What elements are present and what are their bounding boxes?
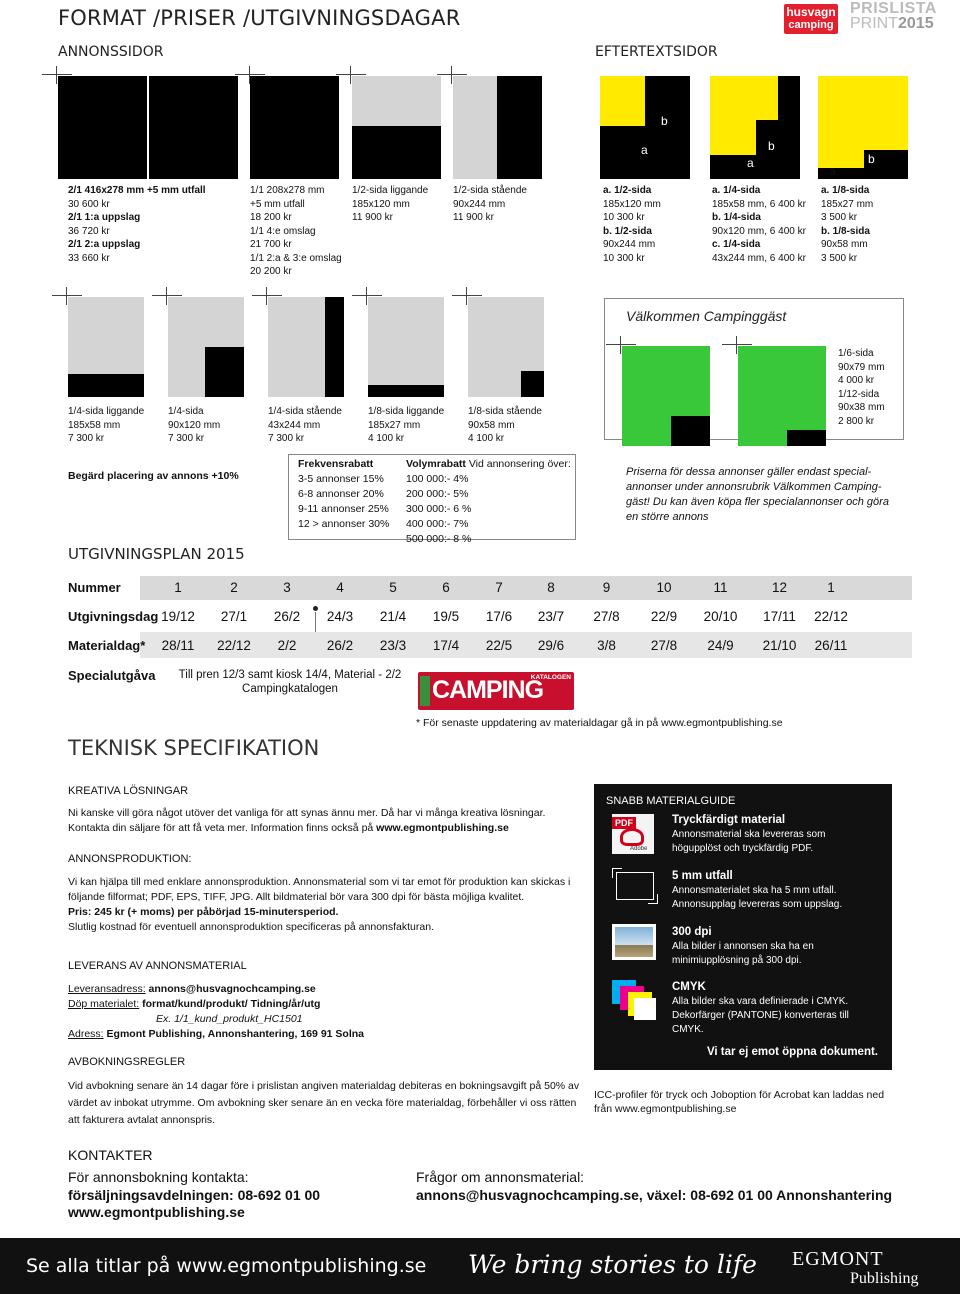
rabatt-line: 400 000:- 7% — [406, 518, 469, 530]
special-label: Specialutgåva — [68, 668, 156, 683]
material-cell: 28/11 — [161, 638, 195, 653]
avbokning-line: Vid avbokning senare än 14 dagar före i prislistan angiven materialdag debiteras en bokningsavgift på 50% av — [68, 1080, 580, 1092]
bleed-icon — [612, 868, 658, 904]
dop-example: Ex. 1/1_kund_produkt_HC1501 — [156, 1013, 303, 1025]
letter-a: a — [829, 164, 836, 178]
camping-logo-sub: KATALOGEN — [530, 674, 571, 681]
adress-value: Egmont Publishing, Annonshantering, 169 91 Solna — [103, 1028, 364, 1040]
volym-title: Volymrabatt — [406, 458, 466, 470]
spec-line: 185x27 mm — [821, 198, 874, 210]
nummer-cells — [150, 580, 851, 595]
nummer-cell: 4 — [336, 580, 344, 595]
spec-line: 7 300 kr — [68, 433, 105, 444]
kreativa-heading: KREATIVA LÖSNINGAR — [68, 785, 189, 797]
spec-eftertext-half — [603, 184, 703, 265]
utgivning-cell: 26/2 — [273, 609, 301, 624]
guide-item-title: 300 dpi — [672, 926, 712, 938]
utgivning-cell: 22/12 — [814, 609, 848, 624]
spec-line: 18 200 kr — [250, 212, 292, 223]
nummer-cell: 10 — [656, 580, 672, 595]
husvagn-camping-logo — [784, 4, 838, 34]
special-text-1: Till pren 12/3 samt kiosk 14/4, Material - 2/2 — [178, 669, 402, 681]
spec-line: 43x244 mm, 6 400 kr — [712, 252, 806, 264]
spec-eighth-staende — [468, 405, 568, 446]
dop-label: Döp materialet: — [68, 998, 140, 1010]
spec-line: 4 100 kr — [368, 433, 405, 444]
nummer-cell: 3 — [283, 580, 291, 595]
spec-line: 10 300 kr — [603, 252, 645, 264]
letter-a: a — [747, 156, 754, 170]
spec-line: 185x120 mm — [603, 198, 661, 210]
spec-line: 1/1 2:a & 3:e omslag — [250, 252, 342, 264]
kontakt-line: För annonsbokning kontakta: — [68, 1169, 249, 1185]
spec-line: 2 800 kr — [838, 415, 875, 427]
spec-line: 33 660 kr — [68, 252, 110, 264]
spec-line: 90x120 mm — [168, 419, 221, 431]
spec-line: b. 1/8-sida — [821, 225, 870, 237]
brand-line1: husvagn — [786, 5, 836, 19]
footnote: * För senaste uppdatering av materialdagar gå in på www.egmontpublishing.se — [416, 717, 783, 729]
leverans-text — [68, 982, 588, 1042]
print-label: PRINT — [850, 15, 898, 32]
quarter-shape — [205, 347, 244, 397]
guide-heading: SNABB MATERIALGUIDE — [606, 795, 736, 807]
spec-line: 90x120 mm, 6 400 kr — [712, 225, 806, 237]
spec-quarter — [168, 405, 258, 446]
guide-item-title: Tryckfärdigt material — [672, 814, 786, 826]
prod-line: Vi kan hjälpa till med enklare annonsproduktion. Annonsmaterial som vi tar emot för produktion kan skickas i — [68, 876, 571, 888]
guide-item-title: 5 mm utfall — [672, 870, 733, 882]
spec-line: c. 1/4-sida — [712, 239, 761, 250]
kontakt-left — [68, 1169, 320, 1222]
material-cell: 27/8 — [650, 638, 678, 653]
special-text — [170, 668, 410, 696]
spec-line: 7 300 kr — [268, 433, 305, 444]
spec-line: b. 1/2-sida — [603, 225, 652, 237]
eftertext-half-a — [600, 126, 645, 179]
quarter-staende-shape — [325, 297, 344, 397]
spec-half-staende — [453, 184, 553, 225]
letter-b: b — [661, 114, 668, 128]
guide-item-text — [672, 884, 842, 912]
cmyk-icon — [612, 980, 658, 1022]
rabatt-line: 9-11 annonser 25% — [298, 503, 389, 515]
kontakt-website[interactable]: www.egmontpublishing.se — [68, 1204, 245, 1220]
footer-link[interactable]: Se alla titlar på www.egmontpublishing.se — [26, 1255, 427, 1277]
utgivning-cell: 21/4 — [379, 609, 407, 624]
materialguide-panel — [594, 784, 892, 1070]
material-cell: 26/2 — [326, 638, 354, 653]
spec-line: 90x79 mm — [838, 361, 885, 373]
rabatt-line: 12 > annonser 30% — [298, 518, 390, 530]
spec-quarter-liggande — [68, 405, 168, 446]
footer-slogan: We bring stories to life — [468, 1250, 757, 1279]
material-cell: 23/3 — [379, 638, 407, 653]
spec-line: 3 500 kr — [821, 212, 858, 223]
spec-line: 90x58 mm — [468, 419, 515, 431]
spec-line: 4 000 kr — [838, 375, 875, 386]
nummer-cell: 7 — [495, 580, 503, 595]
spec-line: 185x120 mm — [352, 198, 410, 210]
kontakt-phone[interactable]: försäljningsavdelningen: 08-692 01 00 — [68, 1186, 321, 1203]
spec-line: 185x58 mm, 6 400 kr — [712, 198, 806, 210]
material-cell: 22/5 — [485, 638, 513, 653]
rabatt-line: 6-8 annonser 20% — [298, 488, 384, 500]
material-cell: 26/11 — [814, 638, 848, 653]
pdf-icon — [612, 814, 654, 854]
rabatt-line: 500 000:- 8 % — [406, 533, 472, 545]
eighth-liggande-bg — [368, 297, 444, 397]
spec-line: 21 700 kr — [250, 239, 292, 250]
material-label: Materialdag* — [68, 638, 146, 653]
utgivning-cell: 19/12 — [161, 609, 195, 624]
kontakter-heading: KONTAKTER — [68, 1147, 153, 1163]
leverans-heading: LEVERANS AV ANNONSMATERIAL — [68, 960, 247, 972]
valkommen-note: Priserna för dessa annonser gäller endast special-annonser under annonsrubrik Välkommen Camping-gäst! Du kan även köpa fler specialannonser och göra en större annons — [626, 466, 889, 523]
nummer-cell: 11 — [713, 580, 728, 595]
year-label: 2015 — [898, 15, 934, 32]
frekvensrabatt — [298, 457, 403, 532]
guide-item-title: CMYK — [672, 981, 706, 993]
print-year — [850, 15, 934, 33]
avbokning-line: värdet av inbokat utrymme. Om avbokning sker senare än en vecka före materialdag, förbehåller vi oss rätten — [68, 1097, 577, 1109]
prislista-label: PRISLISTA — [850, 0, 937, 17]
utgivning-cell: 20/10 — [703, 609, 738, 624]
leverans-label: Leveransadress: — [68, 983, 146, 995]
guide-line: Alla bilder ska vara definierade i CMYK. — [672, 996, 849, 1007]
utgivning-cell: 22/9 — [650, 609, 678, 624]
kreativa-text — [68, 806, 588, 836]
spec-quarter-staende — [268, 405, 368, 446]
dop-value: format/kund/produkt/ Tidning/år/utg — [139, 998, 321, 1010]
avbokning-line: att fakturera avtalat annonspris. — [68, 1114, 216, 1126]
utgivning-cell: 17/11 — [763, 609, 796, 624]
camping-logo-text: CAMPING — [432, 676, 544, 704]
eighth-liggande-shape — [368, 385, 444, 397]
spec-line: 1/8-sida stående — [468, 406, 542, 417]
material-cell: 3/8 — [597, 638, 616, 653]
guide-line: minimiupplösning på 300 dpi. — [672, 955, 802, 966]
full-page-shape — [250, 76, 339, 179]
rabatt-line: 300 000:- 6 % — [406, 503, 472, 515]
adobe-label: Adobe — [630, 846, 648, 852]
valkommen-spec — [838, 347, 904, 428]
rabatt-line: 3-5 annonser 15% — [298, 473, 384, 485]
quarter-liggande-shape — [68, 374, 144, 397]
spec-line: +5 mm utfall — [250, 198, 305, 210]
page-title: FORMAT /PRISER /UTGIVNINGSDAGAR — [58, 6, 461, 30]
guide-line: Annonsupplag levereras som uppslag. — [672, 899, 843, 910]
half-page-liggande-shape — [352, 126, 441, 179]
spec-line: 43x244 mm — [268, 419, 321, 431]
material-cells — [150, 638, 851, 653]
teknisk-heading: TEKNISK SPECIFIKATION — [68, 736, 320, 760]
camping-logo-tree — [420, 676, 430, 706]
spec-line: 1/2-sida liggande — [352, 185, 429, 196]
kreativa-line: Kontakta din säljare för att få veta mer. Information finns också på — [68, 822, 377, 834]
spec-eftertext-quarter — [712, 184, 820, 265]
kontakt-line: Frågor om annonsmaterial: — [416, 1169, 585, 1185]
kreativa-line: Ni kanske vill göra något utöver det vanliga för att synas ännu mer. Då har vi många kreativa lösningar. — [68, 807, 546, 819]
eftertext-quarter-c — [778, 76, 800, 179]
spec-line: 1/12-sida — [838, 388, 880, 400]
utgivning-label: Utgivningsdag — [68, 609, 159, 624]
spec-line: a. 1/8-sida — [821, 185, 870, 196]
utgivning-cell: 17/6 — [485, 609, 513, 624]
spec-line: b. 1/4-sida — [712, 212, 761, 223]
guide-line: Annonsmaterialet ska ha 5 mm utfall. — [672, 885, 837, 896]
acrobat-swirl — [620, 828, 644, 846]
half-page-staende-shape — [497, 76, 542, 179]
guide-item-text — [672, 828, 825, 856]
guide-item-text — [672, 940, 814, 968]
nummer-cell: 9 — [602, 580, 611, 595]
kontakt-right — [416, 1169, 892, 1204]
material-cell: 22/12 — [217, 638, 251, 653]
camping-katalogen-logo — [418, 672, 574, 710]
kontakt-email[interactable]: annons@husvagnochcamping.se, växel: 08-692 01 00 Annonshantering — [416, 1186, 893, 1203]
prod-line: följande filformat; PDF, EPS, TIFF, JPG. Allt bildmaterial bör vara 300 dpi för bästa möjliga kvalitet. — [68, 891, 525, 903]
annonssidor-heading: ANNONSSIDOR — [58, 44, 164, 60]
spec-line: 2/1 2:a uppslag — [68, 239, 141, 250]
spread-right-page — [149, 76, 238, 179]
footer-bar — [0, 1238, 960, 1294]
spec-line: 11 900 kr — [453, 212, 494, 223]
nummer-label: Nummer — [68, 580, 121, 595]
guide-line: högupplöst och tryckfärdig PDF. — [672, 843, 814, 854]
spec-1-1 — [250, 184, 350, 279]
letter-b: b — [768, 139, 775, 153]
spec-line: 90x58 mm — [821, 239, 868, 250]
nummer-cell: 5 — [389, 580, 397, 595]
spec-line: 2/1 416x278 mm +5 mm utfall — [68, 185, 206, 196]
egmont-logo: EGMONT — [792, 1248, 884, 1270]
adress-label: Adress: — [68, 1028, 104, 1040]
guide-line: Alla bilder i annonsen ska ha en — [672, 941, 814, 952]
volym-title-rest: Vid annonsering över: — [465, 458, 571, 470]
spec-line: a. 1/2-sida — [603, 185, 652, 196]
spec-line: 185x27 mm — [368, 419, 421, 431]
kreativa-link[interactable]: www.egmontpublishing.se — [376, 822, 509, 834]
guide-line: Dekorfärger (PANTONE) konverteras till — [672, 1010, 849, 1021]
spread-left-page — [58, 76, 147, 179]
prod-heading: ANNONSPRODUKTION: — [68, 853, 192, 865]
plan-heading: UTGIVNINGSPLAN 2015 — [68, 545, 245, 563]
eftertext-heading: EFTERTEXTSIDOR — [595, 44, 718, 60]
prod-line: Pris: 245 kr (+ moms) per påbörjad 15-minutersperiod. — [68, 906, 339, 918]
sixth-page-shape — [671, 416, 710, 446]
spec-line: 3 500 kr — [821, 252, 858, 264]
nummer-cell: 2 — [230, 580, 238, 595]
frekvens-title: Frekvensrabatt — [298, 458, 374, 470]
material-cell: 24/9 — [707, 638, 734, 653]
special-text-2: Campingkatalogen — [242, 683, 338, 695]
guide-item-text — [672, 995, 849, 1037]
avbokning-text — [68, 1078, 588, 1129]
spec-eftertext-eighth — [821, 184, 921, 265]
utgivning-cells — [150, 609, 851, 624]
spec-line: 1/6-sida — [838, 348, 874, 359]
material-cell: 21/10 — [762, 638, 797, 653]
nummer-cell: 1 — [827, 580, 835, 595]
twelfth-page-shape — [787, 430, 826, 446]
spec-line: a. 1/4-sida — [712, 185, 761, 196]
volymrabatt — [406, 457, 576, 547]
brand-line2: camping — [788, 19, 834, 31]
spec-2-1 — [68, 184, 238, 265]
photo-icon — [612, 924, 656, 960]
guide-closing: Vi tar ej emot öppna dokument. — [706, 1046, 878, 1058]
pdf-badge: PDF — [612, 817, 636, 829]
nummer-cell: 1 — [174, 580, 182, 595]
nummer-cell: 12 — [771, 580, 788, 595]
utgivning-cell: 27/8 — [593, 609, 620, 624]
spec-line: 1/4-sida liggande — [68, 406, 145, 417]
utgivning-cell: 27/1 — [220, 609, 248, 624]
spec-line: 10 300 kr — [603, 212, 645, 223]
leverans-email[interactable]: annons@husvagnochcamping.se — [145, 983, 316, 995]
utgivning-cell: 19/5 — [432, 609, 460, 624]
guide-line: Annonsmaterial ska levereras som — [672, 829, 826, 840]
letter-b: b — [868, 152, 875, 166]
spec-line: 90x244 mm — [453, 198, 506, 210]
spec-line: 90x244 mm — [603, 239, 656, 250]
material-cell: 17/4 — [432, 638, 460, 653]
material-cell: 29/6 — [537, 638, 565, 653]
icc-note: ICC-profiler för tryck och Joboption för Acrobat kan laddas ned från www.egmontpublishing.se — [594, 1089, 885, 1115]
spec-line: 90x38 mm — [838, 402, 885, 413]
spec-line: 1/1 4:e omslag — [250, 225, 316, 237]
spec-line: 7 300 kr — [168, 433, 205, 444]
prod-text — [68, 875, 588, 935]
prod-line: Slutlig kostnad för eventuell annonsproduktion specificeras på annonsfakturan. — [68, 921, 434, 933]
spec-line: 1/2-sida stående — [453, 185, 527, 196]
spec-line: 11 900 kr — [352, 212, 393, 223]
eighth-staende-shape — [521, 371, 544, 397]
nummer-cell: 8 — [547, 580, 555, 595]
utgivning-cell: 24/3 — [326, 609, 354, 624]
spec-line: 30 600 kr — [68, 198, 110, 210]
material-cell: 2/2 — [277, 638, 297, 653]
spec-line: 1/4-sida stående — [268, 406, 342, 417]
spec-line: 20 200 kr — [250, 266, 292, 277]
spec-half-liggande — [352, 184, 452, 225]
utgivning-cell: 23/7 — [537, 609, 565, 624]
spec-eighth-liggande — [368, 405, 468, 446]
egmont-publishing: Publishing — [850, 1270, 919, 1287]
guide-line: CMYK. — [672, 1024, 704, 1035]
nummer-cell: 6 — [442, 580, 450, 595]
spec-line: 185x58 mm — [68, 419, 121, 431]
spec-line: 1/1 208x278 mm — [250, 185, 325, 196]
avbokning-heading: AVBOKNINGSREGLER — [68, 1056, 186, 1068]
spec-line: 1/8-sida liggande — [368, 406, 445, 417]
valkommen-title: Välkommen Campinggäst — [626, 308, 787, 324]
letter-a: a — [641, 143, 648, 157]
spec-line: 4 100 kr — [468, 433, 505, 444]
spec-line: 36 720 kr — [68, 225, 110, 237]
spec-line: 2/1 1:a uppslag — [68, 212, 141, 223]
placering-note: Begärd placering av annons +10% — [68, 470, 239, 482]
spec-line: 1/4-sida — [168, 406, 204, 417]
rabatt-line: 100 000:- 4% — [406, 473, 469, 485]
rabatt-line: 200 000:- 5% — [406, 488, 469, 500]
letter-c: c — [778, 110, 784, 124]
